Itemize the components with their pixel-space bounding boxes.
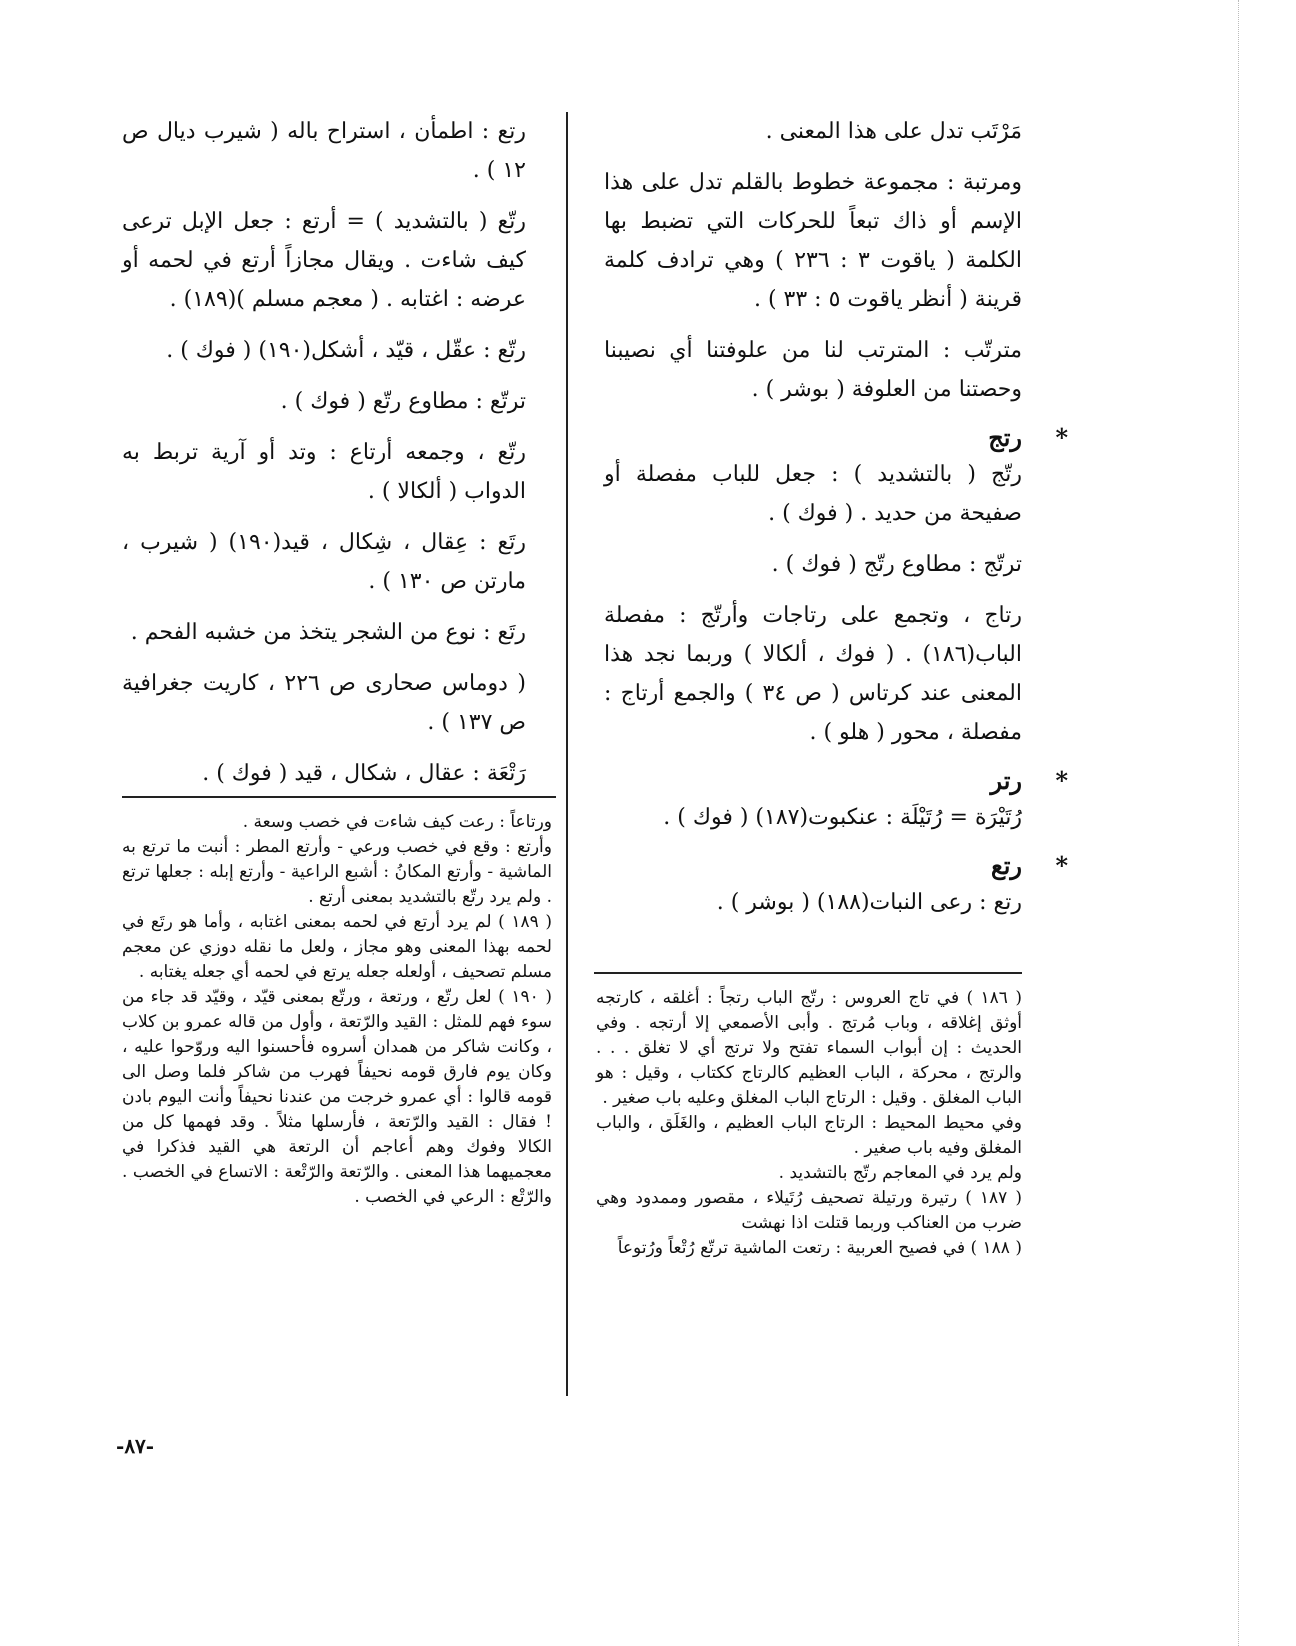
footnote-190: ( ١٩٠ ) لعل رتّع ، ورتعة ، ورتّع بمعنى قيّد ، وقيّد قد جاء من سوء فهم للمثل : القيد والرّتعة ، وأول من قاله عمرو بن كلاب ، وكانت شاكر من همدان أسروه فأحسنوا اليه وروّحوا عليه ، وكان يوم فارق قومه نحيفاً فهرب من شاكر فلما وصل الى قومه قالوا : أي عمرو خرجت من عندنا نحيفاً وأنت اليوم بادن ! فقال : القيد والرّتعة ، فأرسلها مثلاً . وقد فهمها كل من الكالا وفوك وهم أعاجم أن الرتعة هي القيد فذكرا في معجميهما هذا المعنى . والرّتعة والرّتْعة : الاتساع في الخصب . والرّتْع : الرعي في الخصب . [122,987,552,1207]
entry-left-4: رتّع ، وجمعه أرتاع : وتد أو آرية تربط به الدواب ( ألكالا ) . [122,440,526,504]
footnote-186-c: ولم يرد في المعاجم رتّج بالتشديد . [778,1163,1022,1183]
root-heading-rtr [604,766,1068,796]
footnotes-left [122,810,552,1210]
asterisk-icon: * [1055,851,1068,880]
entry-rtj-2: رتاج ، وتجمع على رتاجات وأرتّج : مفصلة الباب(١٨٦) . ( فوك ، ألكالا ) وربما نجد هذا المعنى عند كرتاس ( ص ٣٤ ) والجمع أرتاج : مفصلة ، محور ( هلو ) . [604,603,1022,745]
entry-rtj-1: ترتّج : مطاوع رتّج ( فوك ) . [771,552,1022,577]
right-footnote-rule [594,972,1022,974]
footnotes-right [596,986,1022,1261]
entry-right-0: مَرْتَب تدل على هذا المعنى . [765,119,1022,144]
entry-left-5: رتَع : عِقال ، شِكال ، قيد(١٩٠) ( شيرب ، مارتن ص ١٣٠ ) . [122,530,527,594]
footnote-186-b: وفي محيط المحيط : الرتاج الباب العظيم ، والغَلَق ، والباب المغلق وفيه باب صغير . [596,1113,1022,1158]
footnote-left-1: وأرتع : وقع في خصب ورعي - وأرتع المطر : أنبت ما ترتع به الماشية - وأرتع المكانُ : أشبع الراعية - وأرتع إبله : جعلها ترتع . ولم يرد رتّع بالتشديد بمعنى أرتع . [122,837,552,907]
footnote-186: ( ١٨٦ ) في تاج العروس : رتّج الباب رتجاً : أغلقه ، كارتجه أوثق إغلاقه ، وباب مُرتج . وأبى الأصمعي إلا أرتجه . وفي الحديث : إن أبواب السماء تفتح ولا ترتج أي لا تغلق . . . والرتج ، محركة ، الباب العظيم كالرتاج ككتاب ، وقيل : هو الباب المغلق . وقيل : الرتاج الباب المغلق وعليه باب صغير . [596,988,1022,1108]
entry-left-0: رتع : اطمأن ، استراح باله ( شيرب ديال ص ١٢ ) . [122,119,526,183]
entry-rtj-0: رتّج ( بالتشديد ) : جعل للباب مفصلة أو صفيحة من حديد . ( فوك ) . [604,462,1022,526]
root-heading-rtj [604,423,1068,453]
footnote-189: ( ١٨٩ ) لم يرد أرتع في لحمه بمعنى اغتابه ، وأما هو رتَع في لحمه بهذا المعنى وهو مجاز ، ولعل ما نقله دوزي عن معجم مسلم تصحيف ، أولعله جعله يرتع في لحمه أي جعله يغتابه . [122,912,552,982]
asterisk-icon: * [1055,423,1068,452]
entry-left-1: رتّع ( بالتشديد ) = أرتع : جعل الإبل ترعى كيف شاءت . ويقال مجازاً أرتع في لحمه أو عرضه : اغتابه . ( معجم مسلم )(١٨٩) . [122,209,526,312]
entry-right-1: ومرتبة : مجموعة خطوط بالقلم تدل على هذا الإسم أو ذاك تبعاً للحركات التي تضبط بها الكلمة ( ياقوت ٣ : ٢٣٦ ) وهي ترادف كلمة قرينة ( أنظر ياقوت ٥ : ٣٣ ) . [604,170,1022,312]
root-word: رتج [988,423,1022,452]
footnote-left-0: ورتاعاً : رعت كيف شاءت في خصب وسعة . [242,812,552,832]
entry-left-3: ترتّع : مطاوع رتّع ( فوك ) . [280,389,526,414]
footnote-188: ( ١٨٨ ) في فصيح العربية : رتعت الماشية ترتّع رُتْعاً ورُتوعاً [617,1238,1022,1258]
page-edge [1238,0,1239,1646]
entry-right-2: مترتّب : المترتب لنا من علوفتنا أي نصيبنا وحصتنا من العلوفة ( بوشر ) . [604,338,1022,402]
entry-left-2: رتّع : عقّل ، قيّد ، أشكل(١٩٠) ( فوك ) . [166,338,526,363]
column-divider [566,112,568,1396]
left-column [122,112,526,805]
entry-left-7: ( دوماس صحارى ص ٢٢٦ ، كاريت جغرافية ص ١٣٧ ) . [122,671,526,735]
footnote-187: ( ١٨٧ ) رتيرة ورتيلة تصحيف رُتَيلاء ، مقصور وممدود وهي ضرب من العناكب وربما قتلت اذا نهشت [596,1188,1022,1233]
asterisk-icon: * [1055,766,1068,795]
root-heading-rte [604,851,1068,881]
entry-left-6: رتَع : نوع من الشجر يتخذ من خشبه الفحم . [130,620,526,645]
page-number: -٨٧- [116,1434,155,1458]
entry-left-8: رَتْعَة : عقال ، شكال ، قيد ( فوك ) . [202,761,526,786]
root-word: رتر [990,766,1022,795]
entry-rte-0: رتع : رعى النبات(١٨٨) ( بوشر ) . [716,890,1022,915]
entry-rtr-0: رُتَيْرَة = رُتَيْلَة : عنكبوت(١٨٧) ( فوك ) . [663,805,1022,830]
right-column [604,112,1068,934]
root-word: رتع [990,851,1022,880]
